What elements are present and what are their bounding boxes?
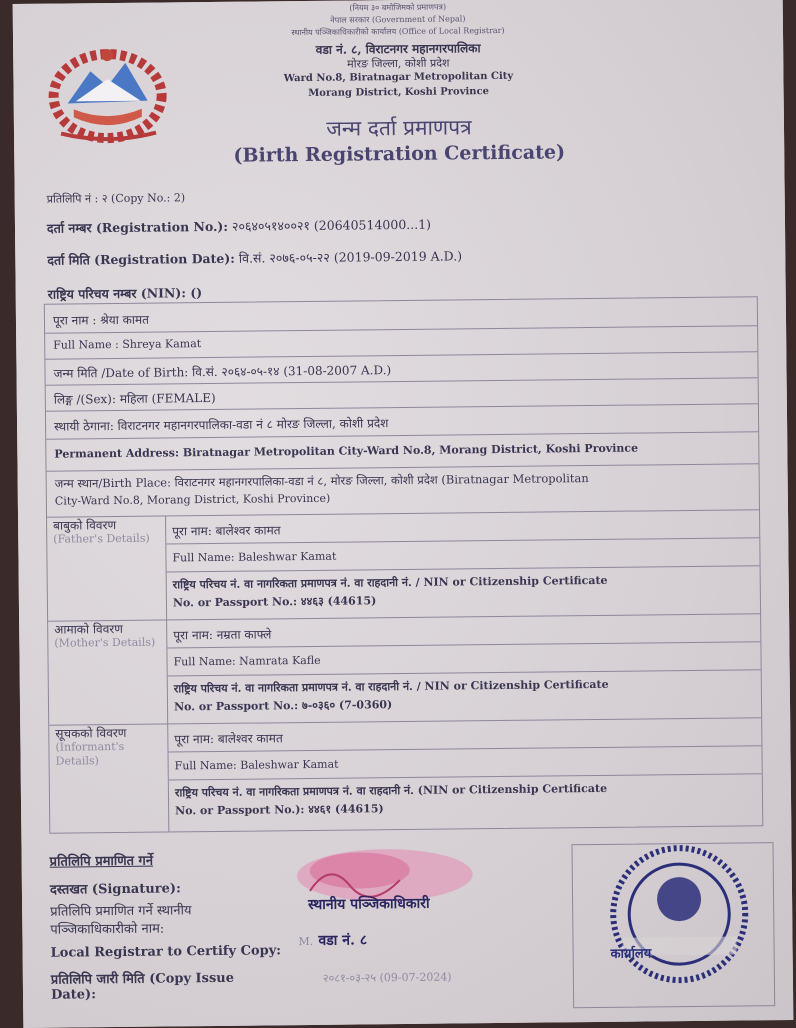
mother-cells <box>166 613 761 723</box>
header-ward-en: Ward No.8, Biratnagar Metropolitan City <box>283 70 514 85</box>
copy-number: प्रतिलिपि नं : २ (Copy No.: 2) <box>46 191 186 206</box>
father-id-label: राष्ट्रिय परिचय नं. वा नागरिकता प्रमाणपत्र नं. वा राहदानी नं. / NIN or Citizenship Certificate <box>172 573 608 592</box>
father-id-value: No. or Passport No.: ४४६३ (44615) <box>172 594 377 610</box>
registrar-title: स्थानीय पञ्जिकाधिकारी <box>308 895 430 914</box>
informant-label-np: सूचकको विवरण <box>55 725 127 741</box>
certify-heading: प्रतिलिपि प्रमाणित गर्ने <box>49 853 154 870</box>
mother-name-np: पूरा नाम: नम्रता काफ्ले <box>173 627 272 643</box>
permanent-address-en: Permanent Address: Biratnagar Metropolitan City-Ward No.8, Morang District, Koshi Province <box>54 441 639 461</box>
mother-id-value: No. or Passport No.: ७-०३६० (7-0360) <box>173 698 393 714</box>
informant-id-value: No. or Passport No.): ४४६१ (44615) <box>175 802 384 818</box>
header-district-np: मोरङ जिल्ला, कोशी प्रदेश <box>347 56 450 71</box>
father-id-cell <box>167 565 760 619</box>
birth-place-line1: जन्म स्थान/Birth Place: विराटनगर महानगरपालिका-वडा नं ८, मोरङ जिल्ला, कोशी प्रदेश (Biratnagar Metropolitan <box>54 471 589 491</box>
informant-id-cell <box>169 773 763 831</box>
registrar-ward: वडा नं. ८ <box>318 932 368 949</box>
informant-name-np: पूरा नाम: बालेश्वर कामत <box>174 731 283 747</box>
date-of-birth: जन्म मिति /Date of Birth: वि.सं. २०६४-०५-१४ (31-08-2007 A.D.) <box>53 363 392 381</box>
header-office: स्थानीय पञ्जिकाधिकारीको कार्यालय (Office of Local Registrar) <box>291 25 505 38</box>
mother-label-np: आमाको विवरण <box>54 621 124 637</box>
informant-details-block <box>49 717 762 832</box>
registration-date-value: वि.सं. २०७६-०५-२२ (2019-09-2019 A.D.) <box>238 248 463 266</box>
father-name-np: पूरा नाम: बालेश्वर कामत <box>172 523 281 539</box>
registrar-name-prefix: M. <box>298 934 314 949</box>
informant-label <box>55 726 163 769</box>
registration-number-value: २०६४०५१४००२१ (20640514000...1) <box>231 216 432 234</box>
registration-number-label: दर्ता नम्बर (Registration No.): <box>46 218 228 236</box>
father-label-en: (Father's Details) <box>53 531 150 546</box>
certificate-paper <box>13 0 794 1028</box>
informant-id-label: राष्ट्रिय परिचय नं. वा नागरिकता प्रमाणपत्र नं. वा राहदानी नं. (NIN or Citizenship Certificate <box>174 781 608 800</box>
mother-id-cell <box>168 669 761 723</box>
father-label-np: बाबुको विवरण <box>53 518 117 533</box>
informant-name-en: Full Name: Baleshwar Kamat <box>174 757 339 773</box>
seal-text: कार्यालय <box>610 946 652 962</box>
mother-label <box>54 622 162 651</box>
registration-number <box>47 216 431 237</box>
nin-field: राष्ट्रिय परिचय नम्बर (NIN): () <box>47 285 203 302</box>
issue-date-value: २०८१-०३-२५ (09-07-2024) <box>322 970 452 985</box>
child-name-en: Full Name : Shreya Kamat <box>53 337 202 352</box>
registration-date-label: दर्ता मिति (Registration Date): <box>47 250 235 268</box>
birth-place-line2: City-Ward No.8, Morang District, Koshi Province) <box>54 491 331 508</box>
issue-date-label-en: Date): <box>50 987 97 1003</box>
header-ward-np: वडा नं. ८, विराटनगर महानगरपालिका <box>315 41 481 57</box>
father-cells <box>165 509 760 619</box>
certifier-label-en: Local Registrar to Certify Copy: <box>50 943 282 961</box>
certificate-title-np: जन्म दर्ता प्रमाणपत्र <box>326 115 472 141</box>
certifier-label-np-2: पञ्जिकाधिकारीको नाम: <box>50 921 165 938</box>
father-name-en: Full Name: Baleshwar Kamat <box>172 549 337 565</box>
header-district-en: Morang District, Koshi Province <box>308 86 490 99</box>
mother-name-en: Full Name: Namrata Kafle <box>173 653 321 669</box>
issue-date-label-np: प्रतिलिपि जारी मिति (Copy Issue <box>50 970 235 988</box>
informant-label-en: (Informant's Details) <box>55 739 125 768</box>
permanent-address-np: स्थायी ठेगाना: विराटनगर महानगरपालिका-वडा नं ८ मोरङ जिल्ला, कोशी प्रदेश <box>54 416 389 434</box>
header-government: नेपाल सरकार (Government of Nepal) <box>330 14 466 25</box>
father-details-block <box>47 509 760 621</box>
mother-details-block <box>48 613 761 725</box>
mother-id-label: राष्ट्रिय परिचय नं. वा नागरिकता प्रमाणपत्र नं. वा राहदानी नं. / NIN or Citizenship Certificate <box>173 677 609 696</box>
father-label <box>53 518 161 547</box>
mother-label-en: (Mother's Details) <box>54 635 156 650</box>
details-table <box>44 296 764 833</box>
header-rule-note: (नियम ३० बमोजिमको प्रमाणपत्र) <box>349 2 447 13</box>
certificate-title-en: (Birth Registration Certificate) <box>233 141 566 167</box>
child-name-np: पूरा नाम : श्रेया कामत <box>52 312 150 328</box>
sex: लिङ्ग /(Sex): महिला (FEMALE) <box>53 390 216 407</box>
registration-date <box>47 247 462 268</box>
office-seal-icon <box>603 838 755 990</box>
informant-cells <box>167 717 762 831</box>
certifier-label-np-1: प्रतिलिपि प्रमाणित गर्ने स्थानीय <box>50 903 192 920</box>
signature-label: दस्तखत (Signature): <box>49 881 181 898</box>
